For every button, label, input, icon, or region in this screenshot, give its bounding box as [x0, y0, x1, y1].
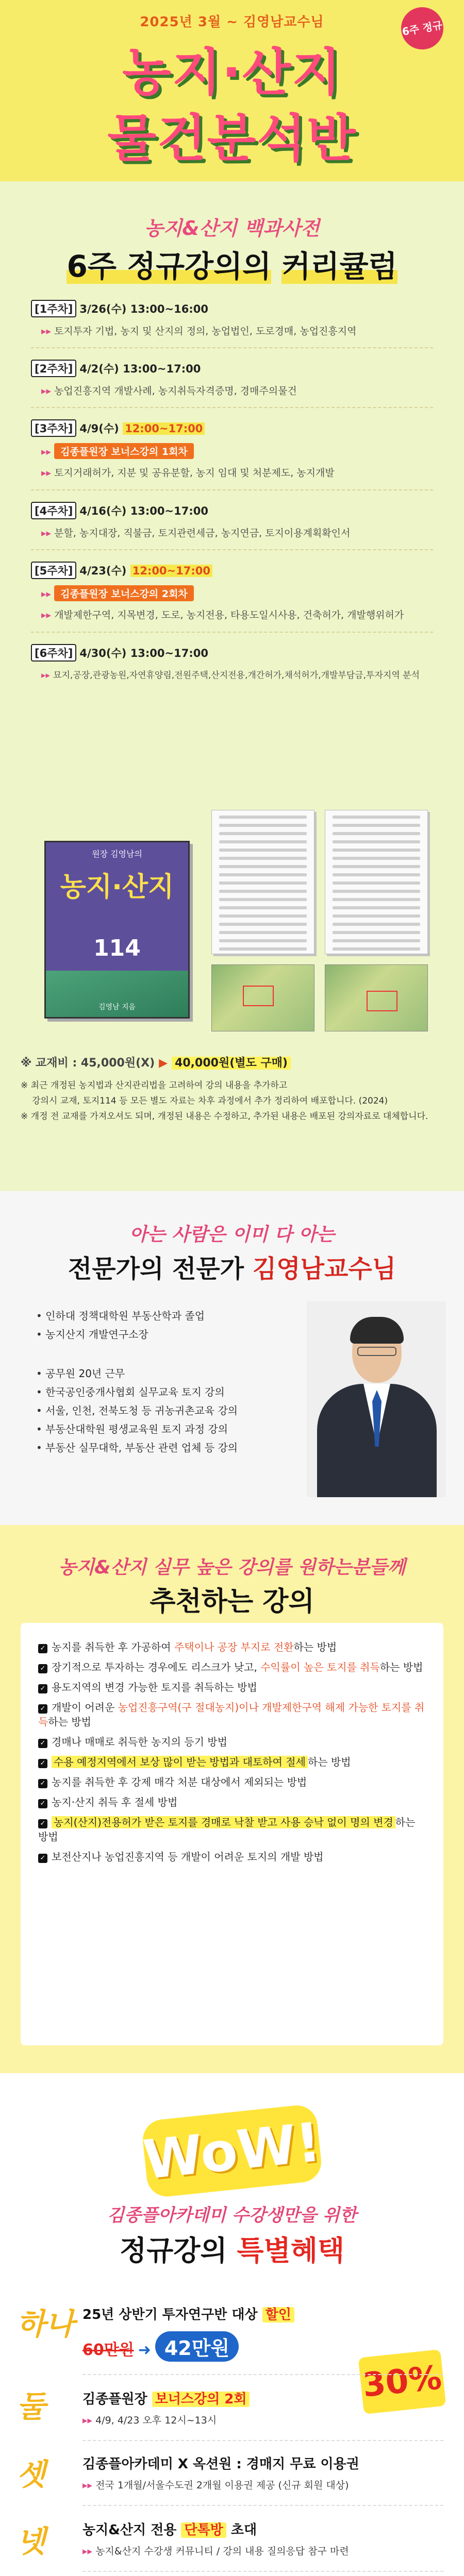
list-item: ✓ 농지·산지 취득 후 절세 방법: [38, 1795, 426, 1809]
list-item: • 한국공인중개사협회 실무교육 토지 강의: [36, 1383, 304, 1401]
check-icon: ✓: [38, 1819, 47, 1828]
price-new: 42만원: [155, 2331, 239, 2362]
curriculum-script: 농지&산지 백과사전: [144, 217, 320, 240]
list-item: ✓ 용도지역의 변경 가능한 토지를 취득하는 방법: [38, 1680, 426, 1694]
week-topic: 묘지,공장,관광농원,자연휴양림,전원주택,산지전용,개간허가,채석허가,개발부담금,투자지역 분석: [53, 670, 420, 681]
list-item: ✓ 농지를 취득한 후 가공하여 주택이나 공장 부지로 전환하는 방법: [38, 1640, 426, 1654]
divider: [82, 2440, 443, 2441]
week-6: [31, 644, 433, 681]
benefits-script: 김종플아카데미 수강생만을 위한: [107, 2205, 357, 2226]
arrow-icon: ▸▸: [41, 446, 52, 457]
list-item: ✓ 개발이 어려운 농업진흥구역(구 절대농지)이나 개발제한구역 해제 가능한 토지를 취득하는 방법: [38, 1701, 425, 1728]
week-date: 3/26(수) 13:00~16:00: [79, 303, 208, 315]
week-topic: 개발제한구역, 지목변경, 도로, 농지전용, 타용도일시사용, 건축허가, 개발행위허가: [54, 609, 404, 621]
sample-page-1: [211, 810, 314, 954]
week-num: [3주차]: [31, 419, 76, 437]
week-date: 4/2(수) 13:00~17:00: [79, 363, 201, 375]
discount-badge: 30%: [358, 2349, 446, 2414]
arrow-right-icon: ▶: [159, 1057, 168, 1070]
professor-title: [0, 1249, 464, 1284]
professor-script: 아는 사람은 이미 다 아는: [129, 1224, 335, 1245]
check-icon: ✓: [38, 1684, 47, 1693]
arrow-icon: ▸▸: [41, 326, 52, 337]
recommend-script: 농지&산지 실무 높은 강의를 원하는분들께: [58, 1557, 406, 1578]
price-old: ※ 교재비 : 45,000원(X): [21, 1057, 155, 1070]
professor-section: [0, 1191, 464, 1525]
map-sample-2: [325, 964, 428, 1031]
benefit-label-4: 넷: [16, 2524, 46, 2559]
week-num: [4주차]: [31, 502, 76, 519]
week-num: [2주차]: [31, 360, 76, 377]
check-icon: ✓: [38, 1664, 47, 1673]
curriculum-title-em: 커리큘럼: [281, 249, 397, 284]
divider: [31, 489, 433, 490]
bonus-lecture-bar: 김종플원장 보너스강의 2회차: [54, 585, 194, 601]
recommend-list: [21, 1623, 443, 2045]
curriculum-title: [0, 242, 464, 285]
textbook-top: 원장 김영남의: [92, 849, 142, 859]
benefit-label-1: 하나: [16, 2307, 75, 2342]
benefit-2: 김종플원장 보너스강의 2회 ▸▸ 4/9, 4/23 오후 12시~13시: [82, 2388, 443, 2427]
textbook-note-3: ※ 개정 전 교재를 가져오셔도 되며, 개정된 내용은 수정하고, 추가된 내용은 배포된 강의자료로 대체합니다.: [21, 1111, 428, 1122]
arrow-icon: ▸▸: [41, 588, 52, 600]
textbook-title: 농지·산지: [60, 872, 174, 903]
week-num: [1주차]: [31, 300, 76, 317]
arrow-icon: ▸▸: [41, 670, 51, 681]
professor-title-pre: 전문가의 전문가: [68, 1255, 244, 1283]
list-item: ✓ 농지를 취득한 후 강제 매각 처분 대상에서 제외되는 방법: [38, 1775, 426, 1789]
check-icon: ✓: [38, 1759, 47, 1768]
list-item: ✓ 농지(산지)전용허가 받은 토지를 경매로 낙찰 받고 사용 승낙 없이 명의 변경 하는 방법: [38, 1816, 416, 1843]
price-old: 60만원: [82, 2341, 134, 2359]
hero-badge: 6주 정규: [398, 4, 447, 53]
check-icon: ✓: [38, 1854, 47, 1863]
hero-subtitle: 2025년 3월 ~ 김영남교수님: [140, 14, 324, 30]
professor-name: 김영남교수님: [252, 1255, 396, 1283]
arrow-icon: ▸▸: [41, 528, 52, 539]
benefits-section: [0, 2073, 464, 2576]
week-date: 4/16(수) 13:00~17:00: [79, 505, 208, 517]
week-5: [31, 562, 433, 621]
list-item: • 공무원 20년 근무: [36, 1364, 304, 1383]
list-item: • 농지산지 개발연구소장: [36, 1325, 304, 1344]
textbook-cover: [44, 841, 190, 1019]
hero-title-line2: 물건분석반: [107, 109, 357, 168]
week-date: 4/9(수): [79, 422, 123, 435]
week-1: [31, 300, 433, 337]
textbook-note-1: ※ 최근 개정된 농지법과 산지관리법을 고려하여 강의 내용을 추가하고: [21, 1080, 288, 1091]
list-item: ✓ 경매나 매매로 취득한 농지의 등기 방법: [38, 1735, 426, 1749]
week-num: [5주차]: [31, 562, 76, 579]
check-icon: ✓: [38, 1704, 47, 1714]
divider: [31, 549, 433, 550]
week-time-highlight: 12:00~17:00: [123, 422, 205, 435]
week-num: [6주차]: [31, 644, 76, 662]
benefit-3: 김종플아카데미 X 옥션원 : 경매지 무료 이용권 ▸▸ 전국 1개월/서울수도권 2개월 이용권 제공 (신규 회원 대상): [82, 2456, 359, 2491]
week-2: [31, 360, 433, 397]
bonus-lecture-bar: 김종플원장 보너스강의 1회차: [54, 443, 194, 459]
week-date: 4/30(수) 13:00~17:00: [79, 647, 208, 659]
benefit-1: 25년 상반기 투자연구반 대상 할인 60만원 ➜ 42만원: [82, 2304, 443, 2362]
list-item: • 부동산대학원 평생교육원 토지 과정 강의: [36, 1420, 304, 1438]
week-date: 4/23(수): [79, 565, 130, 577]
wow-badge: WoW!: [141, 2104, 323, 2199]
week-4: [31, 502, 433, 539]
list-item: • 부동산 실무대학, 부동산 관련 업체 등 강의: [36, 1438, 304, 1457]
hero-banner: [0, 0, 464, 181]
textbook-note-2: 강의시 교재, 토지114 등 모든 별도 자료는 차후 과정에서 추가 정리하여 배포합니다. (2024): [32, 1096, 388, 1106]
sample-page-2: [325, 810, 428, 954]
arrow-right-icon: ➜: [138, 2341, 151, 2359]
benefits-title: 정규강의 특별혜택: [119, 2234, 345, 2267]
hero-title-line1: 농지·산지: [122, 43, 342, 102]
divider: [82, 2571, 443, 2572]
professor-education: [36, 1307, 304, 1344]
week-topic: 농업진흥지역 개발사례, 농지취득자격증명, 경매주의물건: [54, 385, 297, 397]
arrow-icon: ▸▸: [41, 467, 52, 479]
divider: [31, 632, 433, 633]
professor-career: [36, 1364, 304, 1457]
week-topic: 토지거래허가, 지분 및 공유분할, 농지 임대 및 처분제도, 농지개발: [54, 467, 335, 479]
list-item: ✓ 보전산지나 농업진흥지역 등 개발이 어려운 토지의 개발 방법: [38, 1850, 426, 1864]
check-icon: ✓: [38, 1644, 47, 1653]
recommend-title: 추천하는 강의: [150, 1586, 314, 1617]
week-3: [31, 419, 433, 479]
list-item: • 서울, 인천, 전북도청 등 귀농귀촌교육 강의: [36, 1401, 304, 1420]
professor-photo: [307, 1301, 446, 1497]
week-topic: 분할, 농지대장, 직불금, 토지관련세금, 농지연금, 토지이용계획확인서: [54, 528, 351, 539]
curriculum-title-pre: 6주 정규강의의: [67, 249, 272, 284]
recommend-section: [0, 1525, 464, 2073]
week-topic: 토지투자 기법, 농지 및 산지의 정의, 농업법인, 도로경매, 농업진흥지역: [54, 326, 357, 337]
list-item: ✓ 장기적으로 투자하는 경우에도 리스크가 낮고, 수익률이 높은 토지를 취득하는 방법: [38, 1660, 426, 1674]
week-time-highlight: 12:00~17:00: [130, 565, 212, 577]
price-new: 40,000원(별도 구매): [172, 1057, 291, 1070]
textbook-author: 김영남 지음: [98, 1003, 136, 1011]
arrow-icon: ▸▸: [41, 609, 52, 621]
divider: [82, 2374, 443, 2375]
benefit-4: 농지&산지 전용 단톡방 초대 ▸▸ 농지&산지 수강생 커뮤니티 / 강의 내용 질의응답 참구 마련: [82, 2522, 349, 2557]
benefit-label-3: 셋: [16, 2457, 46, 2492]
list-item: ✓ 수용 예정지역에서 보상 많이 받는 방법과 대토하여 절세 하는 방법: [38, 1755, 426, 1769]
map-sample-1: [211, 964, 314, 1031]
textbook-number: 114: [93, 935, 141, 961]
benefit-label-2: 둘: [16, 2389, 46, 2424]
check-icon: ✓: [38, 1779, 47, 1788]
arrow-icon: ▸▸: [41, 385, 52, 397]
check-icon: ✓: [38, 1799, 47, 1808]
check-icon: ✓: [38, 1739, 47, 1748]
divider: [31, 347, 433, 348]
divider: [82, 2505, 443, 2506]
list-item: • 인하대 정책대학원 부동산학과 졸업: [36, 1307, 304, 1325]
textbook-price: [21, 1054, 443, 1070]
curriculum-section: [0, 181, 464, 1191]
divider: [31, 407, 433, 408]
